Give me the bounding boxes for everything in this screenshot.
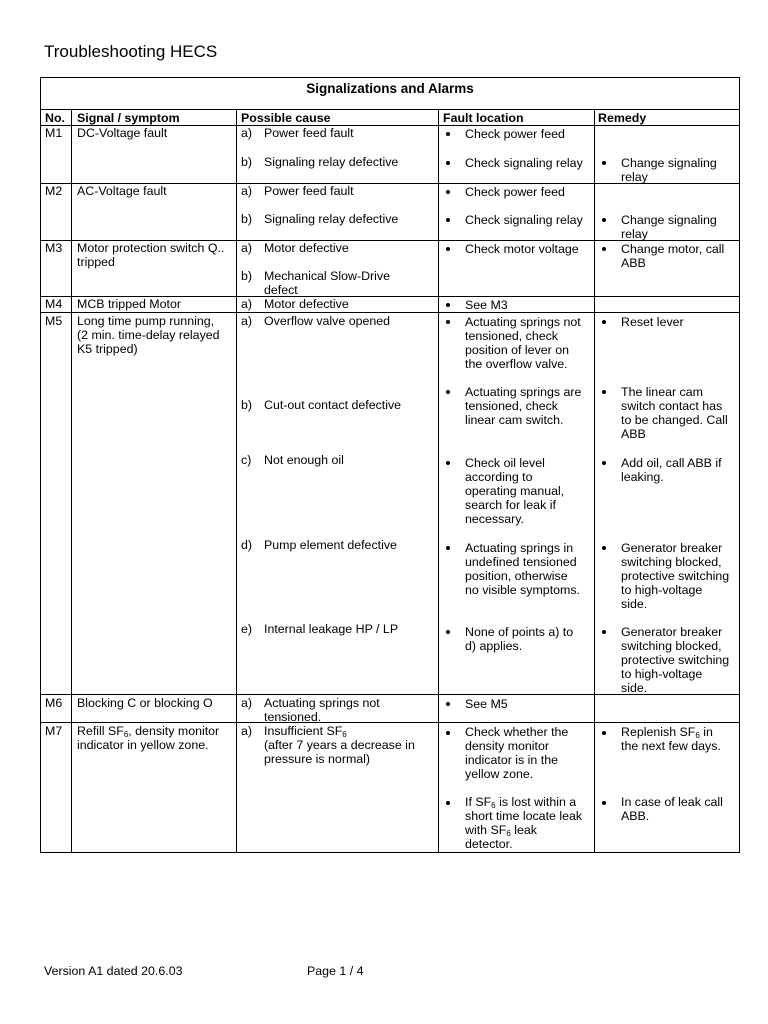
cause-text: Overflow valve opened <box>264 314 391 328</box>
remedy-text: In case of leak call ABB. <box>621 795 723 823</box>
rule <box>41 109 739 110</box>
cause-letter: a) <box>241 184 253 198</box>
location-text: Check signaling relay <box>465 156 583 170</box>
column-divider <box>236 109 237 853</box>
signal-text: Long time pump running, (2 min. time-delay relayed K5 tripped) <box>77 314 220 356</box>
signal-text: DC-Voltage fault <box>77 126 168 140</box>
bullet <box>602 247 606 251</box>
column-divider <box>438 109 439 853</box>
cause-letter: a) <box>241 724 253 738</box>
cause-letter: a) <box>241 126 253 140</box>
rule <box>41 722 739 723</box>
col-header-location: Fault location <box>443 111 524 125</box>
bullet <box>602 161 606 165</box>
location-text: Actuating springs not tensioned, check position of lever on the overflow valve. <box>465 315 581 371</box>
footer-version: Version A1 dated 20.6.03 <box>44 964 183 978</box>
bullet <box>446 161 450 165</box>
rule <box>41 312 739 313</box>
bullet <box>446 320 450 324</box>
col-header-signal: Signal / symptom <box>77 111 180 125</box>
document-title: Troubleshooting HECS <box>44 42 218 61</box>
cause-text: Pump element defective <box>264 538 397 552</box>
cause-letter: e) <box>241 622 253 636</box>
col-header-cause: Possible cause <box>241 111 331 125</box>
cause-letter: a) <box>241 696 253 710</box>
bullet <box>602 801 606 805</box>
row-number: M2 <box>45 184 63 198</box>
location-text: Check oil level according to operating manual, search for leak if necessary. <box>465 456 565 526</box>
location-text: Actuating springs in undefined tensioned position, otherwise no visible symptoms. <box>465 541 580 597</box>
bullet <box>602 630 606 634</box>
bullet <box>602 390 606 394</box>
bullet <box>602 546 606 550</box>
row-number: M4 <box>45 297 63 311</box>
cause-letter: b) <box>241 269 253 283</box>
bullet <box>446 132 450 136</box>
location-text: None of points a) to d) applies. <box>465 625 574 653</box>
cause-text: Cut-out contact defective <box>264 398 402 412</box>
column-divider <box>594 109 595 853</box>
cause-letter: b) <box>241 212 253 226</box>
bullet <box>446 801 450 805</box>
cause-text: Signaling relay defective <box>264 212 399 226</box>
remedy-text: Reset lever <box>621 315 684 329</box>
location-text: Check power feed <box>465 185 565 199</box>
bullet <box>446 390 450 394</box>
cause-text: Motor defective <box>264 297 349 311</box>
location-text: If $SF_6$ is lost within a short time locate leak with $SF_6$ leak detector. <box>465 795 583 851</box>
cause-text: Not enough oil <box>264 453 344 467</box>
signal-text: AC-Voltage fault <box>77 184 167 198</box>
location-text: See M5 <box>465 697 508 711</box>
bullet <box>446 247 450 251</box>
cause-letter: c) <box>241 453 252 467</box>
cause-text: Power feed fault <box>264 126 354 140</box>
cause-text: Signaling relay defective <box>264 155 399 169</box>
row-number: M1 <box>45 126 63 140</box>
bullet <box>602 461 606 465</box>
bullet <box>602 731 606 735</box>
bullet <box>446 731 450 735</box>
bullet <box>446 303 450 307</box>
bullet <box>602 320 606 324</box>
row-number: M5 <box>45 314 63 328</box>
remedy-text: Add oil, call ABB if leaking. <box>621 456 722 484</box>
cause-text: Power feed fault <box>264 184 354 198</box>
bullet <box>446 546 450 550</box>
col-header-no: No. <box>45 111 65 125</box>
col-header-remedy: Remedy <box>598 111 647 125</box>
remedy-text: Change motor, call ABB <box>621 242 725 270</box>
remedy-text: Change signaling relay <box>621 156 717 184</box>
cause-letter: a) <box>241 314 253 328</box>
cause-text: Motor defective <box>264 241 349 255</box>
location-text: Check motor voltage <box>465 242 579 256</box>
row-number: M3 <box>45 241 63 255</box>
cause-letter: a) <box>241 241 253 255</box>
bullet <box>446 218 450 222</box>
signal-text: Refill $SF_6$, density monitor indicator in yellow zone. <box>77 724 220 752</box>
bullet <box>602 218 606 222</box>
bullet <box>446 461 450 465</box>
cause-text: Insufficient $SF_6$ (after 7 years a decrease in pressure is normal) <box>264 724 415 766</box>
location-text: Check power feed <box>465 127 565 141</box>
bullet <box>446 190 450 194</box>
table-title: Signalizations and Alarms <box>306 81 474 96</box>
column-divider <box>71 109 72 853</box>
location-text: See M3 <box>465 298 508 312</box>
remedy-text: Replenish $SF_6$ in the next few days. <box>621 725 721 753</box>
cause-text: Actuating springs not tensioned. <box>264 696 380 724</box>
footer-page-number: Page 1 / 4 <box>307 964 364 978</box>
location-text: Check whether the density monitor indicator is in the yellow zone. <box>465 725 569 781</box>
cause-text: Internal leakage HP / LP <box>264 622 399 636</box>
location-text: Actuating springs are tensioned, check linear cam switch. <box>465 385 582 427</box>
signal-text: Blocking C or blocking O <box>77 696 213 710</box>
remedy-text: Generator breaker switching blocked, protective switching to high-voltage side. <box>621 625 730 695</box>
signal-text: Motor protection switch Q.. tripped <box>77 241 225 269</box>
cause-letter: d) <box>241 538 253 552</box>
row-number: M7 <box>45 724 63 738</box>
bullet <box>446 630 450 634</box>
cause-letter: b) <box>241 155 253 169</box>
bullet <box>446 702 450 706</box>
cause-letter: a) <box>241 297 253 311</box>
cause-letter: b) <box>241 398 253 412</box>
alarms-table <box>40 77 740 853</box>
signal-text: MCB tripped Motor <box>77 297 181 311</box>
remedy-text: Generator breaker switching blocked, protective switching to high-voltage side. <box>621 541 730 611</box>
row-number: M6 <box>45 696 63 710</box>
remedy-text: Change signaling relay <box>621 213 717 241</box>
cause-text: Mechanical Slow-Drive defect <box>264 269 391 297</box>
remedy-text: The linear cam switch contact has to be changed. Call ABB <box>621 385 728 441</box>
location-text: Check signaling relay <box>465 213 583 227</box>
